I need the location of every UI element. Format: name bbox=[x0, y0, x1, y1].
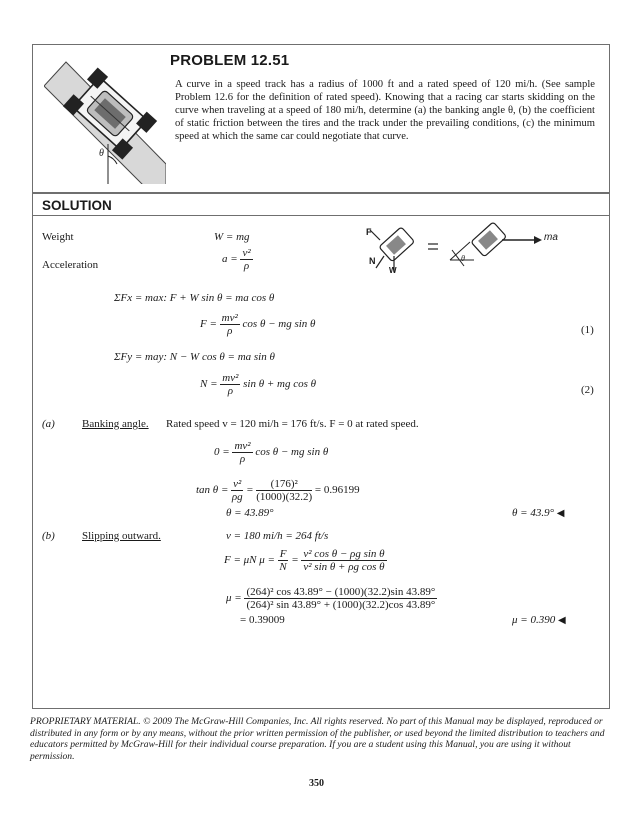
zero-lhs: 0 = bbox=[214, 446, 230, 459]
zero-num: mv² bbox=[234, 440, 251, 452]
f-den1: N bbox=[279, 561, 287, 573]
weight-equation: W = mg bbox=[214, 231, 250, 243]
acceleration-equation bbox=[222, 247, 253, 272]
eq1-den: ρ bbox=[227, 325, 233, 337]
sum-fx-equation: ΣFx = max: F + W sin θ = ma cos θ bbox=[114, 292, 275, 304]
solution-title: SOLUTION bbox=[42, 198, 112, 213]
f-eq: = bbox=[291, 554, 299, 567]
eq1-rest: cos θ − mg sin θ bbox=[242, 318, 316, 331]
part-a-answer bbox=[512, 507, 564, 519]
eq1-num: mv² bbox=[221, 312, 238, 324]
mu-den: (264)² sin 43.89° + (1000)(32.2)cos 43.89° bbox=[246, 599, 436, 611]
page-number: 350 bbox=[309, 778, 324, 789]
part-b-mu-expression bbox=[224, 548, 387, 573]
problem-title: PROBLEM 12.51 bbox=[170, 52, 290, 69]
answer-marker-icon: ◀ bbox=[556, 508, 565, 519]
equation-2-tag: (2) bbox=[581, 384, 594, 396]
equation-1-tag: (1) bbox=[581, 324, 594, 336]
accel-den: ρ bbox=[243, 260, 250, 272]
part-b-heading: Slipping outward. bbox=[82, 530, 161, 542]
equation-1 bbox=[200, 312, 315, 337]
part-a-marker: (a) bbox=[42, 418, 55, 430]
fbd-label-ma: ma bbox=[544, 232, 558, 243]
fbd-label-w: W bbox=[389, 266, 397, 275]
mu-result-line: = 0.39009 bbox=[240, 614, 285, 626]
mu-num: (264)² cos 43.89° − (1000)(32.2)sin 43.89° bbox=[246, 586, 436, 598]
tan-lhs: tan θ = bbox=[196, 484, 229, 497]
tan-den1: ρg bbox=[231, 491, 243, 503]
equation-2 bbox=[200, 372, 316, 397]
tan-num2: (176)² bbox=[256, 478, 312, 491]
fbd-label-n: N bbox=[369, 256, 376, 266]
solution-header-divider bbox=[33, 193, 609, 216]
eq2-lhs: N = bbox=[200, 378, 218, 391]
part-a-zero-equation bbox=[214, 440, 328, 465]
f-den2: v² sin θ + ρg cos θ bbox=[303, 561, 385, 573]
eq2-num: mv² bbox=[222, 372, 239, 384]
theta-result-line: θ = 43.89° bbox=[226, 507, 274, 519]
accel-lhs: a = bbox=[222, 253, 238, 266]
answer-marker-icon: ◀ bbox=[557, 615, 566, 626]
mu-lhs: μ = bbox=[226, 592, 242, 605]
tan-num1: v² bbox=[233, 478, 242, 490]
weight-label: Weight bbox=[42, 231, 74, 243]
tan-result: = 0.96199 bbox=[314, 484, 360, 497]
eq2-rest: sin θ + mg cos θ bbox=[243, 378, 317, 391]
eq2-den: ρ bbox=[227, 385, 233, 397]
problem-statement: A curve in a speed track has a radius of 1000 ft and a rated speed of 120 mi/h. (See sample Problem 12.6 for the definition of rated speed). Knowing that a racing car starts skidding on the curve when traveling at a speed of 180 mi/h, determine (a) the banking angle θ, (b) the coefficient of static friction between the tires and the track under the prevailing conditions, (c) the minimum speed at which the same car could negotiate that curve. bbox=[175, 79, 595, 142]
part-a-heading: Banking angle. bbox=[82, 418, 149, 430]
tan-den2: (1000)(32.2) bbox=[256, 491, 313, 503]
part-b-speed-line: v = 180 mi/h = 264 ft/s bbox=[226, 530, 329, 542]
part-a-answer-value: θ = 43.9° bbox=[512, 507, 554, 519]
acceleration-label: Acceleration bbox=[42, 259, 99, 271]
part-a-text: Rated speed v = 120 mi/h = 176 ft/s. F = 0 at rated speed. bbox=[166, 418, 419, 430]
tan-eq: = bbox=[246, 484, 254, 497]
zero-rest: cos θ − mg sin θ bbox=[255, 446, 329, 459]
part-b-answer bbox=[512, 614, 566, 626]
sum-fy-equation: ΣFy = may: N − W cos θ = ma sin θ bbox=[114, 351, 275, 363]
figure-angle-label: θ bbox=[99, 148, 104, 159]
eq1-lhs: F = bbox=[200, 318, 217, 331]
part-b-answer-value: μ = 0.390 bbox=[512, 614, 556, 626]
f-num1: F bbox=[279, 548, 287, 560]
accel-num: v² bbox=[242, 247, 251, 259]
f-num2: v² cos θ − ρg sin θ bbox=[303, 548, 385, 560]
part-b-marker: (b) bbox=[42, 530, 55, 542]
f-lhs: F = μN μ = bbox=[224, 554, 275, 567]
part-b-mu-substitution bbox=[226, 586, 437, 611]
proprietary-notice: PROPRIETARY MATERIAL. © 2009 The McGraw-Hill Companies, Inc. All rights reserved. No part of this Manual may be displayed, reproduced or distributed in any form or by any means, without the prior written permission of the publisher, or used beyond the limited distribution to teachers and educators permitted by McGraw-Hill for their individual course preparation. If you are a student using this Manual, you are using it without permission. bbox=[30, 716, 605, 762]
fbd-label-f: F bbox=[366, 227, 372, 237]
race-car-on-banked-track-figure bbox=[44, 52, 166, 184]
zero-den: ρ bbox=[239, 453, 246, 465]
part-a-tan-equation bbox=[196, 478, 360, 503]
fbd-label-theta: θ bbox=[461, 254, 465, 263]
